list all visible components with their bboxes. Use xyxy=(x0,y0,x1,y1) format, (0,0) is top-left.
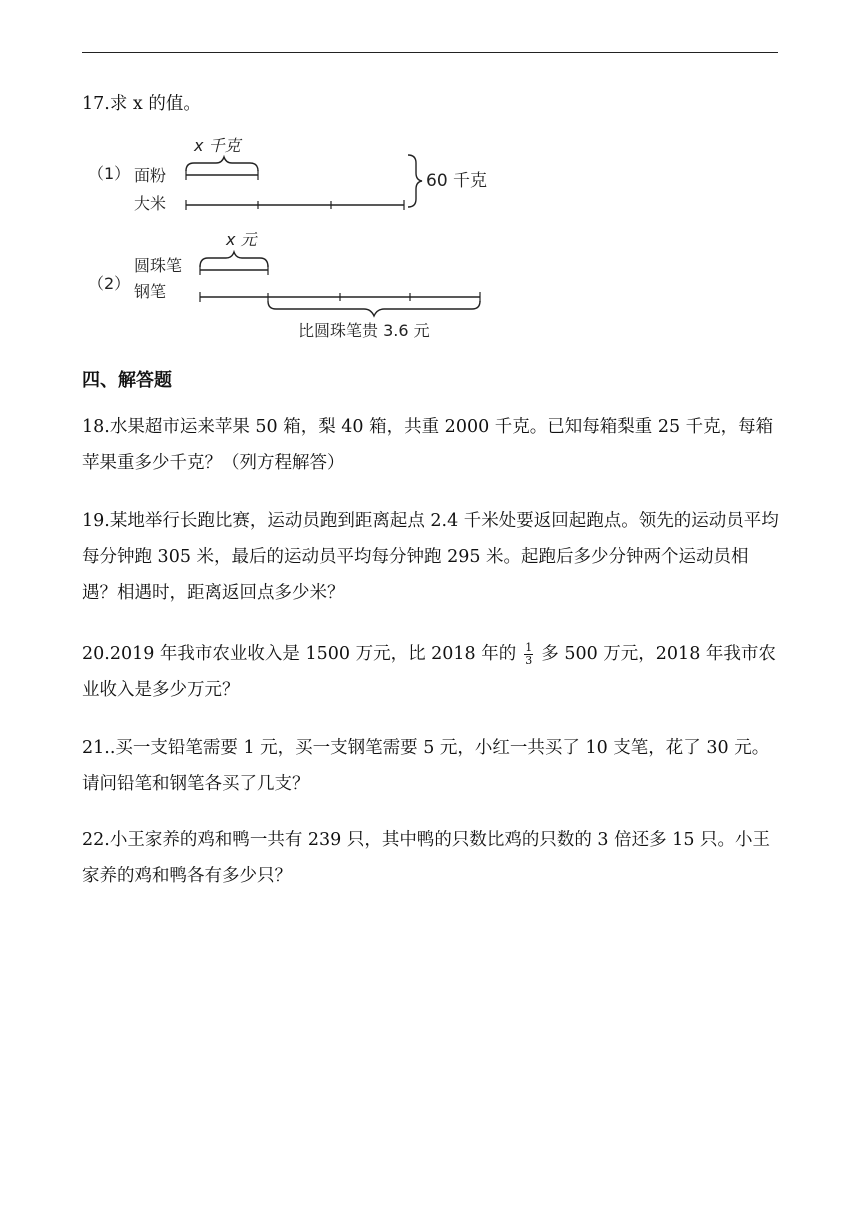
part1-x-brace xyxy=(186,157,258,171)
part2-x-brace xyxy=(200,252,268,267)
part1-x-label: x 千克 xyxy=(194,136,241,155)
part1-total-brace xyxy=(408,155,422,207)
fraction-numerator: 1 xyxy=(525,641,533,654)
section-heading: 四、解答题 xyxy=(82,370,172,391)
part2-x-label: x 元 xyxy=(226,230,257,249)
part1-total-label: 60 千克 xyxy=(426,171,488,191)
part2-row2-label: 钢笔 xyxy=(134,282,167,301)
part1-row2-label: 大米 xyxy=(134,194,167,213)
part1-row1-label: 面粉 xyxy=(134,166,167,185)
question-20-text-before: 20.2019 年我市农业收入是 1500 万元，比 2018 年的 xyxy=(82,644,517,664)
question-22: 22.小王家养的鸡和鸭一共有 239 只，其中鸭的只数比鸡的只数的 3 倍还多 15 只。小王家养的鸡和鸭各有多少只？ xyxy=(82,830,771,886)
question-21: 21..买一支铅笔需要 1 元，买一支钢笔需要 5 元，小红一共买了 10 支笔，花了 30 元。请问铅笔和钢笔各买了几支？ xyxy=(82,738,770,794)
top-rule xyxy=(82,52,778,53)
question-17-diagrams xyxy=(82,125,522,350)
question-17-title: 17.求 x 的值。 xyxy=(82,94,201,114)
question-20-text-after: 多 500 万元，2018 年我市农业收入是多少万元？ xyxy=(82,644,776,700)
question-19: 19.某地举行长跑比赛，运动员跑到距离起点 2.4 千米处要返回起跑点。领先的运动员平均每分钟跑 305 米，最后的运动员平均每分钟跑 295 米。起跑后多少分钟两个运动员相遇？相遇时，距离返回点多少米？ xyxy=(82,511,779,603)
fraction-one-third xyxy=(524,642,533,667)
part2-row1-label: 圆珠笔 xyxy=(134,256,183,275)
fraction-denominator: 3 xyxy=(525,654,533,667)
part2-diff-brace xyxy=(268,301,480,316)
question-18: 18.水果超市运来苹果 50 箱，梨 40 箱，共重 2000 千克。已知每箱梨重 25 千克，每箱苹果重多少千克？（列方程解答） xyxy=(82,417,774,473)
part2-diff-label: 比圆珠笔贵 3.6 元 xyxy=(298,321,430,340)
part2-number: （2） xyxy=(88,274,131,293)
question-20 xyxy=(82,636,782,708)
part1-number: （1） xyxy=(88,164,131,183)
